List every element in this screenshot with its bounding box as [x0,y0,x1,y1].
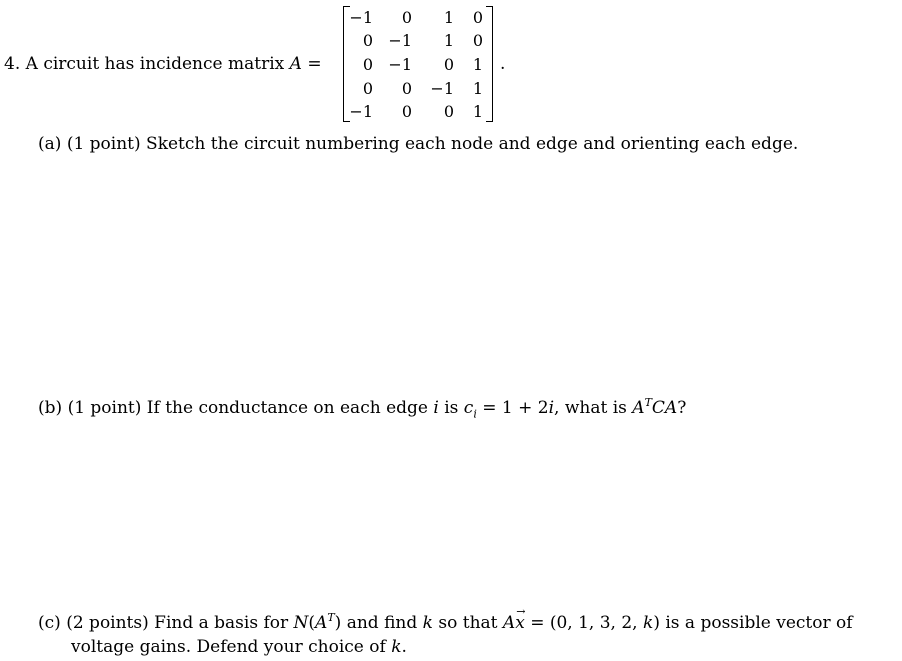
ax-expression: A→ x [503,613,525,633]
matrix-cell: 0 [401,102,412,121]
problem-number: 4. [4,54,21,74]
matrix-cell: 0 [443,102,454,121]
part-c-text-4: is a possible vector of [665,613,853,633]
k-var: k [422,613,433,633]
part-c-points: (2 points) [66,613,149,633]
part-b-points: (1 point) [67,398,142,418]
part-b-label: (b) [38,398,63,418]
nullspace-expression: $N(A^T)$ [293,611,342,633]
part-a-points: (1 point) [66,134,141,154]
matrix-cell: 1 [443,8,454,27]
matrix-cell: −1 [430,79,454,98]
part-c-label: (c) [38,613,61,633]
matrix-cell: 1 [472,102,483,121]
matrix-cell: 1 [472,55,483,74]
edge-index-var-2: i [548,398,555,418]
part-c-text-3: so that [438,613,498,633]
part-b-is: is [444,398,459,418]
matrix-cell: −1 [349,102,373,121]
matrix-row [343,55,493,77]
k-var-2: k [391,637,402,657]
part-c-line-1 [38,613,853,633]
problem-statement [4,54,322,74]
conductance-symbol: $c_i$ [463,398,477,421]
part-b-what: , what is [554,398,627,418]
part-b-qmark: ? [677,398,687,418]
atca-expression: $A^TCA$ [632,396,678,418]
matrix-cell: 0 [443,55,454,74]
part-b-text: If the conductance on each edge [146,398,428,418]
part-b [38,398,686,424]
part-c-line2-text: voltage gains. Defend your choice of [71,637,386,657]
matrix-name: A [289,54,302,74]
conductance-equation: = 1 + 2 [482,398,549,418]
matrix-cell: −1 [349,8,373,27]
equals-sign: = [307,54,322,74]
matrix-cell: 0 [362,31,373,50]
part-c-text-1: Find a basis for [154,613,289,633]
ax-equals: = [530,613,545,633]
part-a-text: Sketch the circuit numbering each node and edge and orienting each edge. [146,134,799,154]
matrix-row [343,31,493,53]
matrix-cell: 0 [472,31,483,50]
part-c-line2-end: . [401,637,407,657]
matrix-cell: 0 [401,79,412,98]
matrix-cell: −1 [388,55,412,74]
incidence-matrix [343,4,493,122]
edge-index-var: i [433,398,439,418]
matrix-cell: 1 [443,31,454,50]
matrix-cell: 1 [472,79,483,98]
part-a-label: (a) [38,134,62,154]
matrix-cell: 0 [472,8,483,27]
part-c-line-2 [71,637,407,657]
matrix-row [343,8,493,30]
matrix-cell: −1 [388,31,412,50]
matrix-cell: 0 [362,55,373,74]
statement-period: . [500,54,506,74]
part-a [38,134,798,154]
part-c-text-2: and find [346,613,418,633]
matrix-cell: 0 [362,79,373,98]
voltage-vector: (0, 1, 3, 2, k) [549,613,660,633]
matrix-row [343,79,493,101]
matrix-cell: 0 [401,8,412,27]
problem-intro: A circuit has incidence matrix [25,54,285,74]
matrix-row [343,102,493,124]
